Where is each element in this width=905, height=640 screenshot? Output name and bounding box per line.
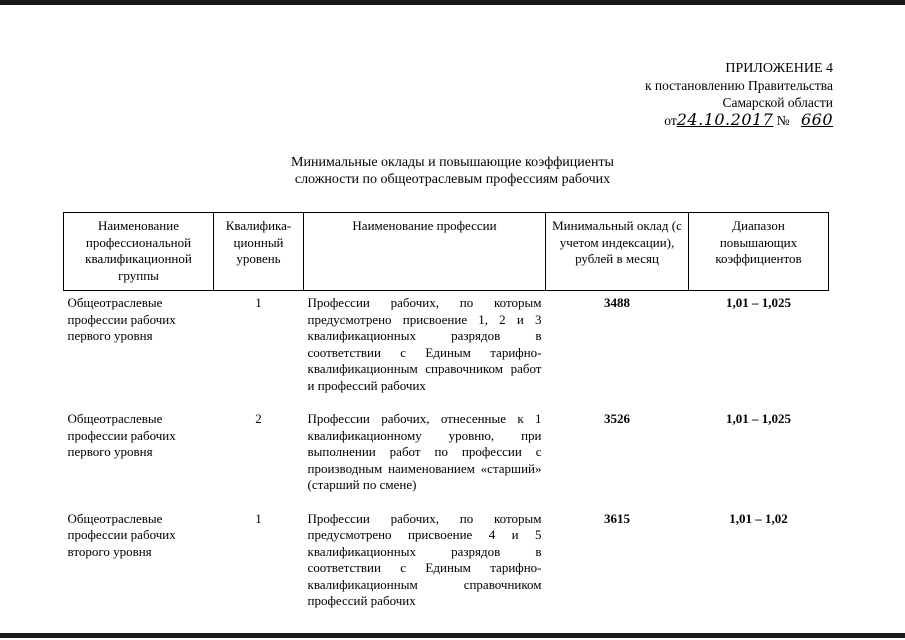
table-row	[64, 291, 829, 412]
cell-range: 1,01 – 1,025	[726, 295, 791, 310]
cell-salary: 3526	[604, 411, 630, 426]
cell-group: Общеотраслевые профессии рабочих второго уровня	[67, 510, 176, 559]
number-sign: №	[776, 113, 790, 128]
header-group: Наименование профессиональной квалификационной группы	[64, 213, 214, 291]
cell-range: 1,01 – 1,02	[729, 510, 788, 526]
handwritten-date: 24.10.2017	[676, 110, 774, 129]
header-level: Квалифика-ционный уровень	[214, 213, 304, 291]
cell-group: Общеотраслевые профессии рабочих первого уровня	[67, 295, 176, 343]
cell-level: 1	[255, 510, 262, 526]
annex-heading: ПРИЛОЖЕНИЕ 4	[725, 61, 833, 76]
cell-range: 1,01 – 1,025	[726, 411, 791, 426]
title-line-2: сложности по общеотраслевым профессиям рабочих	[294, 172, 611, 187]
table-row	[64, 411, 829, 511]
salary-table	[63, 212, 829, 627]
table-header-row	[64, 213, 829, 291]
annex-date-line	[645, 111, 833, 129]
cell-salary: 3615	[604, 510, 630, 526]
handwritten-number: 660	[800, 110, 833, 129]
cell-salary: 3488	[604, 295, 630, 310]
cell-level: 2	[255, 411, 262, 426]
cell-profession: Профессии рабочих, отнесенные к 1 квалификационному уровню, при выполнении работ по профессии с производным наименованием «старший» (старший по смене)	[307, 411, 542, 492]
cell-group: Общеотраслевые профессии рабочих первого уровня	[67, 411, 176, 459]
cell-level: 1	[255, 295, 262, 310]
header-salary: Минимальный оклад (с учетом индексации), рублей в месяц	[546, 213, 689, 291]
header-profession: Наименование профессии	[304, 213, 546, 291]
date-prefix: от	[664, 113, 677, 128]
annex-line-1: к постановлению Правительства	[644, 78, 833, 93]
cell-profession: Профессии рабочих, по которым предусмотрено присвоение 1, 2 и 3 квалификационных разрядов в соответствии с Единым тарифно-квалификационным справочником работ и профессий рабочих	[307, 295, 542, 393]
scan-border-top	[0, 0, 905, 5]
scan-border-bottom	[0, 633, 905, 638]
document-title	[0, 154, 905, 188]
table-row	[64, 511, 829, 627]
title-line-1: Минимальные оклады и повышающие коэффициенты	[291, 155, 614, 170]
annex-block	[645, 60, 833, 129]
cell-profession: Профессии рабочих, по которым предусмотрено присвоение 4 и 5 квалификационных разрядов в соответствии с Единым тарифно-квалификационным справочником профессий рабочих	[307, 510, 542, 608]
header-range: Диапазон повышающих коэффициентов	[689, 213, 829, 291]
annex-line-2: Самарской области	[722, 95, 833, 110]
